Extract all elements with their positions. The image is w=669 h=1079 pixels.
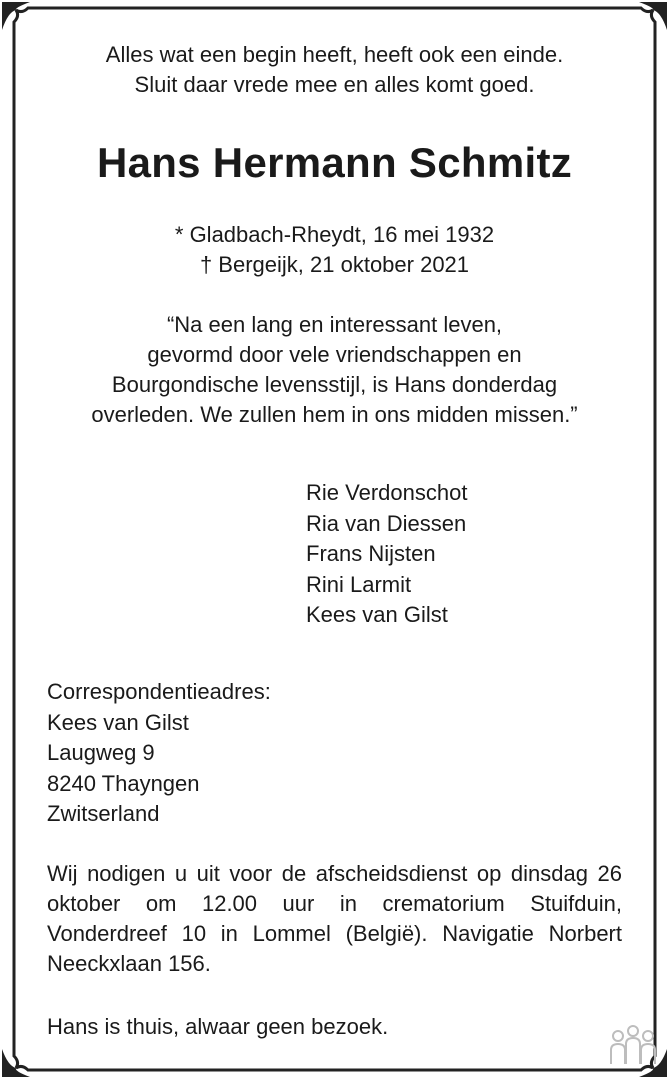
correspondence-address — [47, 677, 271, 830]
opening-verse — [0, 40, 669, 100]
signatory: Rie Verdonschot — [306, 480, 468, 505]
opening-line: Alles wat een begin heeft, heeft ook een einde. — [105, 42, 564, 67]
memorial-quote — [0, 310, 669, 430]
people-group-icon — [608, 1024, 658, 1066]
address-line: Kees van Gilst — [47, 709, 189, 735]
quote-line: “Na een lang en interessant leven, — [166, 312, 503, 337]
address-heading: Correspondentieadres: — [47, 679, 271, 704]
deceased-name: Hans Hermann Schmitz — [96, 139, 573, 186]
quote-line: gevormd door vele vriendschappen en — [147, 342, 522, 367]
signatory: Ria van Diessen — [306, 510, 467, 536]
signatories-list — [306, 478, 467, 631]
quote-line: Bourgondische levensstijl, is Hans donderdag — [111, 372, 558, 397]
signatory: Rini Larmit — [306, 571, 412, 597]
signatory: Kees van Gilst — [306, 602, 448, 627]
quote-line: overleden. We zullen hem in ons midden missen.” — [91, 402, 578, 427]
birth-line: * Gladbach-Rheydt, 16 mei 1932 — [174, 222, 495, 247]
address-line: Zwitserland — [47, 801, 160, 826]
service-invitation: Wij nodigen u uit voor de afscheidsdienst op dinsdag 26 oktober om 12.00 uur in crematorium Stuifduin, Vonderdreef 10 in Lommel (België). Navigatie Norbert Neeckxlaan 156. — [47, 861, 622, 976]
life-dates — [0, 220, 669, 280]
death-line: † Bergeijk, 21 oktober 2021 — [199, 252, 470, 277]
address-line: 8240 Thayngen — [47, 770, 200, 796]
address-line: Laugweg 9 — [47, 740, 155, 765]
closing-note: Hans is thuis, alwaar geen bezoek. — [47, 1014, 389, 1039]
opening-line: Sluit daar vrede mee en alles komt goed. — [134, 72, 535, 97]
signatory: Frans Nijsten — [306, 541, 436, 566]
